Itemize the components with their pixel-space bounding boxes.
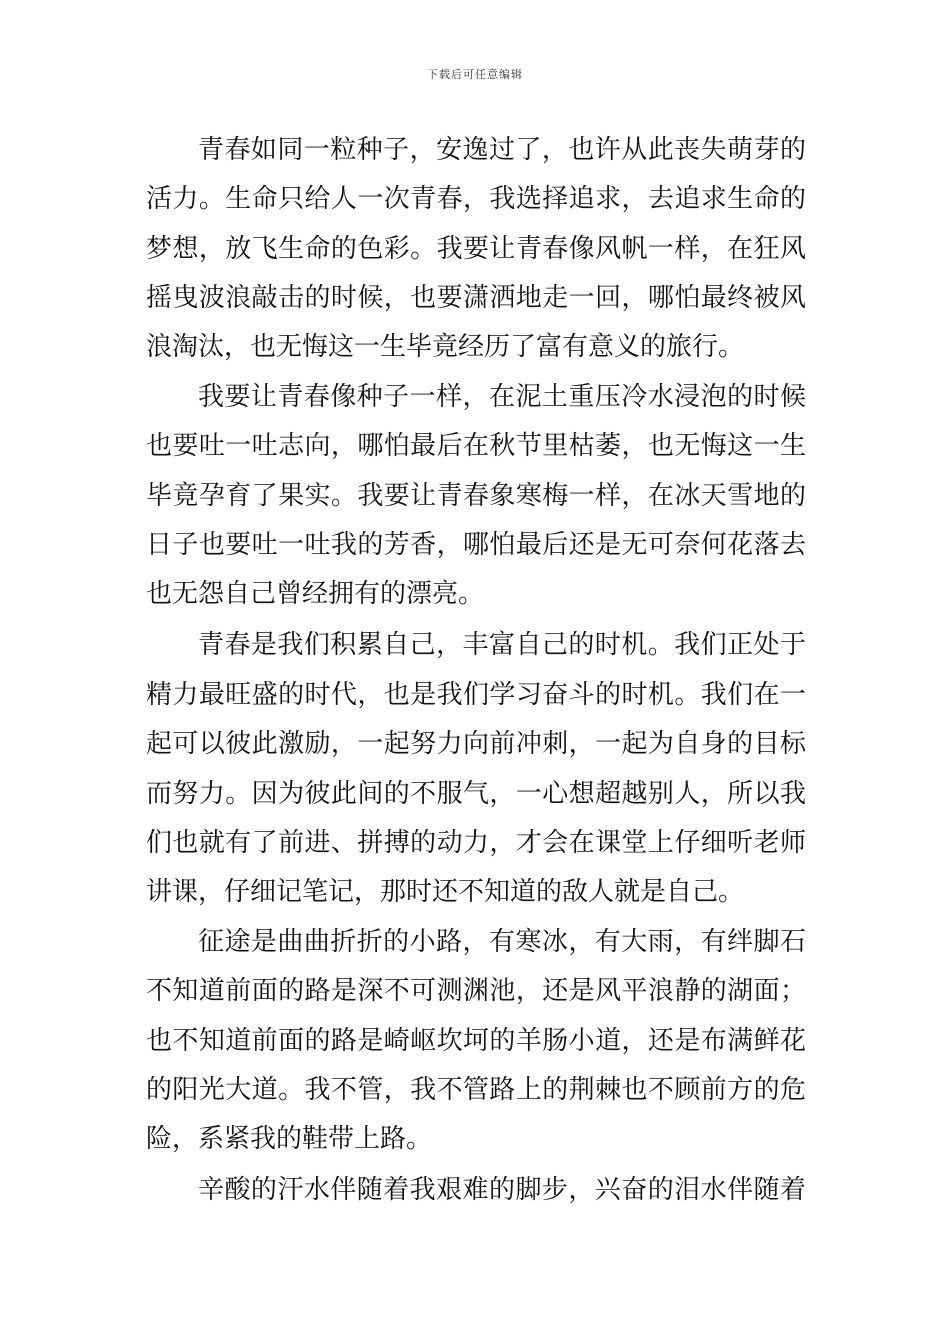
text-line: 不知道前面的路是深不可测渊池，还是风平浪静的湖面；	[146, 976, 806, 1006]
text-line: 日子也要吐一吐我的芳香，哪怕最后还是无可奈何花落去	[146, 530, 806, 560]
text-line: 活力。生命只给人一次青春，我选择追求，去追求生命的	[146, 184, 806, 214]
page-header: 下载后可任意编辑	[427, 68, 523, 81]
text-line: 而努力。因为彼此间的不服气，一心想超越别人，所以我	[146, 779, 806, 809]
text-line: 摇曳波浪敲击的时候，也要潇洒地走一回，哪怕最终被风	[146, 283, 806, 313]
text-line: 我要让青春像种子一样，在泥土重压冷水浸泡的时候	[198, 382, 806, 412]
text-line: 起可以彼此激励，一起努力向前冲刺，一起为自身的目标	[146, 729, 806, 759]
text-line: 也不知道前面的路是崎岖坎坷的羊肠小道，还是布满鲜花	[146, 1026, 806, 1056]
text-line: 梦想，放飞生命的色彩。我要让青春像风帆一样，在狂风	[146, 234, 806, 264]
text-line: 也无怨自己曾经拥有的漂亮。	[146, 579, 485, 609]
text-line: 辛酸的汗水伴随着我艰难的脚步，兴奋的泪水伴随着	[198, 1175, 806, 1205]
text-line: 讲课，仔细记笔记，那时还不知道的敌人就是自己。	[146, 877, 745, 907]
text-line: 险，系紧我的鞋带上路。	[146, 1124, 433, 1154]
text-line: 们也就有了前进、拼搏的动力，才会在课堂上仔细听老师	[146, 828, 806, 858]
text-line: 青春是我们积累自己，丰富自己的时机。我们正处于	[198, 630, 806, 660]
text-line: 的阳光大道。我不管，我不管路上的荆棘也不顾前方的危	[146, 1075, 806, 1105]
text-line: 精力最旺盛的时代，也是我们学习奋斗的时机。我们在一	[146, 680, 806, 710]
text-line: 也要吐一吐志向，哪怕最后在秋节里枯萎，也无悔这一生	[146, 431, 806, 461]
text-line: 青春如同一粒种子，安逸过了，也许从此丧失萌芽的	[198, 135, 806, 165]
text-line: 毕竟孕育了果实。我要让青春象寒梅一样，在冰天雪地的	[146, 481, 806, 511]
text-line: 征途是曲曲折折的小路，有寒冰，有大雨，有绊脚石	[198, 927, 806, 957]
text-line: 浪淘汰，也无悔这一生毕竟经历了富有意义的旅行。	[146, 332, 745, 362]
